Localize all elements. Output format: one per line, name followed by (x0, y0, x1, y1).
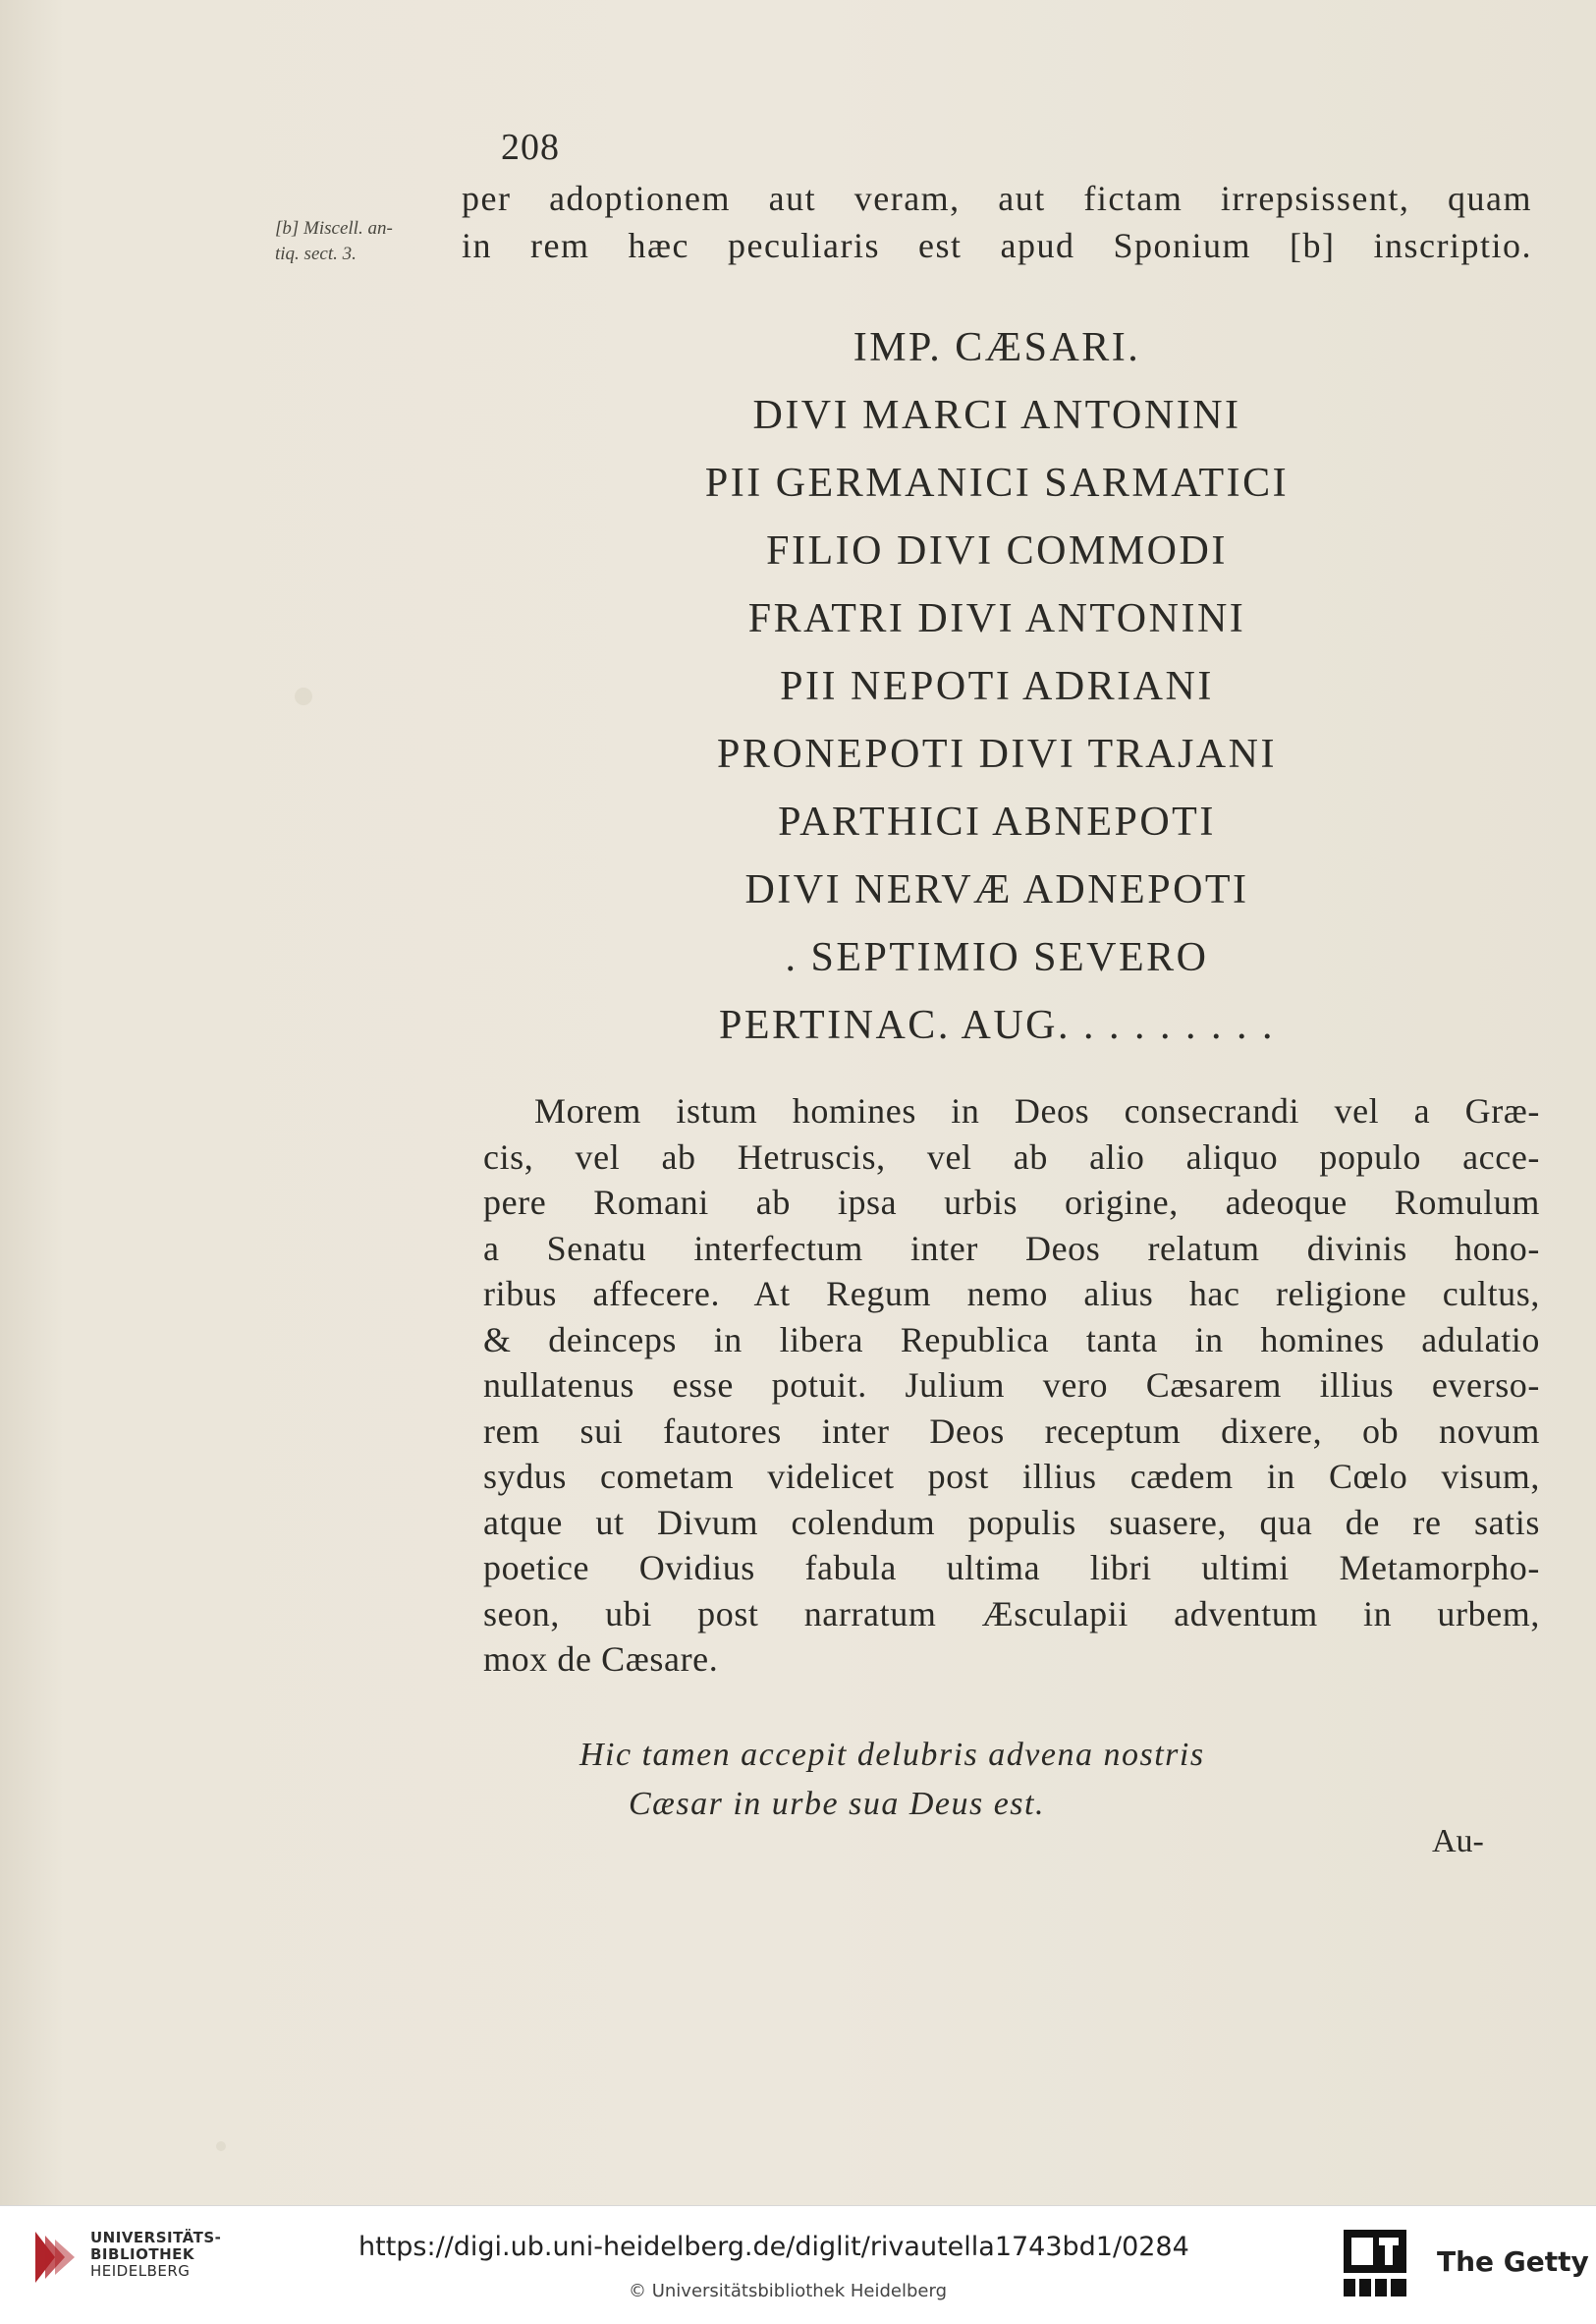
viewer-footer (0, 2205, 1596, 2324)
partner-name: The Getty (1437, 2245, 1589, 2278)
verse-line: Cæsar in urbe sua Deus est. (629, 1786, 1045, 1822)
text-line: atque ut Divum colendum populis suasere, qua de re satis (483, 1502, 1540, 1542)
inscription-line: PRONEPOTI DIVI TRAJANI (717, 732, 1277, 777)
catchword: Au- (1432, 1823, 1484, 1859)
getty-logo-icon (1342, 2228, 1408, 2298)
permalink[interactable]: https://digi.ub.uni-heidelberg.de/diglit/rivautella1743bd1/0284 (358, 2232, 1189, 2262)
text-line: pere Romani ab ipsa urbis origine, adeoque Romulum (483, 1183, 1540, 1222)
inscription-line: . SEPTIMIO SEVERO (785, 935, 1209, 980)
paper-stain (216, 2141, 226, 2151)
inscription-line: PII GERMANICI SARMATICI (704, 461, 1290, 506)
text-line: ribus affecere. At Regum nemo alius hac religione cultus, (483, 1274, 1540, 1313)
copyright-notice: © Universitätsbibliothek Heidelberg (629, 2281, 948, 2301)
text-line: poetice Ovidius fabula ultima libri ultimi Metamorpho- (483, 1548, 1540, 1587)
inscription-line: DIVI NERVÆ ADNEPOTI (744, 867, 1249, 913)
library-name: UNIVERSITÄTS- BIBLIOTHEK HEIDELBERG (90, 2229, 222, 2280)
text-line: a Senatu interfectum inter Deos relatum divinis hono- (483, 1228, 1540, 1268)
inscription-line: PERTINAC. AUG. . . . . . . . . (719, 1003, 1275, 1048)
inscription-line: PII NEPOTI ADRIANI (780, 664, 1214, 709)
margin-note: [b] Miscell. an- tiq. sect. 3. (275, 218, 393, 264)
inscription (452, 314, 1542, 1060)
inscription-line: FRATRI DIVI ANTONINI (747, 596, 1246, 641)
text-line: Morem istum homines in Deos consecrandi vel a Græ- (534, 1091, 1540, 1131)
text-line: sydus cometam videlicet post illius cædem in Cœlo visum, (483, 1457, 1540, 1496)
paper-stain (295, 688, 312, 705)
inscription-line: PARTHICI ABNEPOTI (778, 800, 1216, 845)
inscription-line: FILIO DIVI COMMODI (766, 528, 1228, 574)
text-line: rem sui fautores inter Deos receptum dixere, ob novum (483, 1411, 1540, 1451)
text-line: nullatenus esse potuit. Julium vero Cæsarem illius everso- (483, 1365, 1540, 1405)
text-line: mox de Cæsare. (483, 1639, 719, 1679)
text-line: & deinceps in libera Republica tanta in homines adulatio (483, 1319, 1540, 1359)
text-line: in rem hæc peculiaris est apud Sponium [b] inscriptio. (462, 226, 1532, 265)
verse-line: Hic tamen accepit delubris advena nostris (579, 1737, 1205, 1773)
text-line: seon, ubi post narratum Æsculapii adventum in urbem, (483, 1593, 1540, 1633)
inscription-line: DIVI MARCI ANTONINI (752, 393, 1241, 438)
inscription-line: IMP. CÆSARI. (853, 325, 1141, 370)
text-line: cis, vel ab Hetruscis, vel ab alio aliquo populo acce- (483, 1136, 1540, 1177)
body-paragraph (483, 1088, 1540, 1683)
university-library-logo-icon (31, 2228, 83, 2287)
text-line: per adoptionem aut veram, aut fictam irrepsissent, quam (462, 179, 1532, 218)
verse-quotation (579, 1731, 1205, 1829)
intro-paragraph (462, 175, 1532, 269)
page-number: 208 (501, 127, 560, 168)
